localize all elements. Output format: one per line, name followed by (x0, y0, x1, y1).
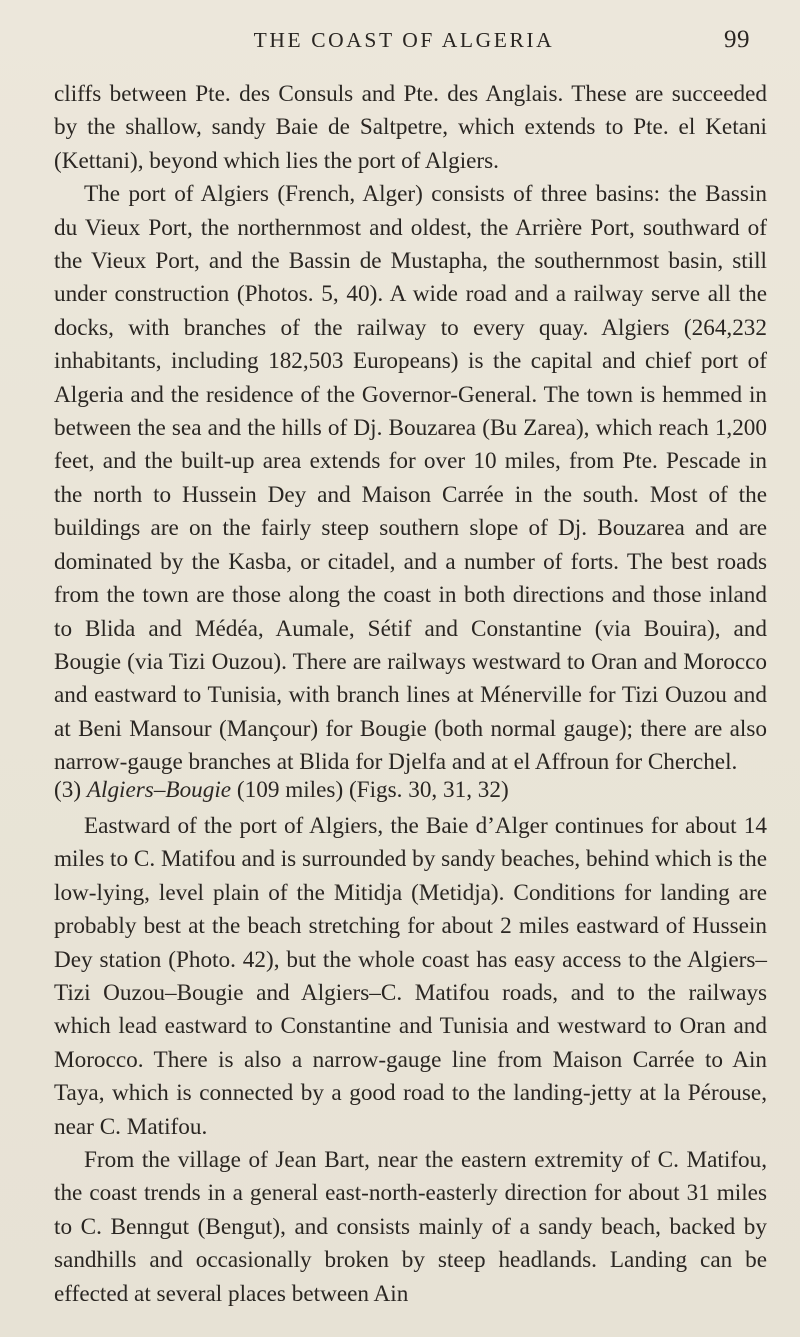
paragraph-port-of-algiers: The port of Algiers (French, Alger) consists of three basins: the Bassin du Vieux Port, the northernmost and oldest, the Arrière Port, southward of the Vieux Port, and the Bassin de Mustapha, the southernmost basin, still under construction (Photos. 5, 40). A wide road and a railway serve all the docks, with branches of the railway to every quay. Algiers (264,232 inhabitants, including 182,503 Europeans) is the capital and chief port of Algeria and the residence of the Governor-General. The town is hemmed in between the sea and the hills of Dj. Bouzarea (Bu Zarea), which reach 1,200 feet, and the built-up area extends for over 10 miles, from Pte. Pescade in the north to Hussein Dey and Maison Carrée in the south. Most of the buildings are on the fairly steep southern slope of Dj. Bouzarea and are dominated by the Kasba, or citadel, and a number of forts. The best roads from the town are those along the coast in both directions and those inland to Blida and Médéa, Aumale, Sétif and Constantine (via Bouira), and Bougie (via Tizi Ouzou). There are railways westward to Oran and Morocco and eastward to Tunisia, with branch lines at Ménerville for Tizi Ouzou and at Beni Mansour (Mançour) for Bougie (both normal gauge); there are also narrow-gauge branches at Blida for Djelfa and at el Affroun for Cherchel. (54, 181, 767, 776)
paragraph-jean-bart: From the village of Jean Bart, near the eastern extremity of C. Matifou, the coast trends in a general east-north-easterly direction for about 31 miles to C. Benngut (Bengut), and consists mainly of a sandy beach, backed by sandhills and occasionally broken by steep headlands. Landing can be effected at several places between Ain (54, 1147, 767, 1307)
section-heading (54, 774, 509, 807)
section-title: Algiers–Bougie (86, 777, 232, 803)
section-details: (109 miles) (Figs. 30, 31, 32) (236, 777, 509, 803)
page-number: 99 (724, 26, 750, 53)
section-number: (3) (54, 777, 82, 803)
running-title: THE COAST OF ALGERIA (253, 28, 555, 52)
paragraph-continued: cliffs between Pte. des Consuls and Pte. des Anglais. These are succeeded by the shallow, sandy Baie de Saltpetre, which extends to Pte. el Ketani (Kettani), beyond which lies the port of Algiers. (54, 81, 767, 174)
running-head (56, 28, 752, 56)
text-block-upper (54, 78, 767, 780)
paragraph-eastward: Eastward of the port of Algiers, the Baie d’Alger continues for about 14 miles to C. Matifou and is surrounded by sandy beaches, behind which is the low-lying, level plain of the Mitidja (Metidja). Conditions for landing are probably best at the beach stretching for about 2 miles eastward of Hussein Dey station (Photo. 42), but the whole coast has easy access to the Algiers–Tizi Ouzou–Bougie and Algiers–C. Matifou roads, and to the railways which lead eastward to Constantine and Tunisia and westward to Oran and Morocco. There is also a narrow-gauge line from Maison Carrée to Ain Taya, which is connected by a good road to the landing-jetty at la Pérouse, near C. Matifou. (54, 813, 767, 1140)
text-block-lower (54, 810, 767, 1311)
